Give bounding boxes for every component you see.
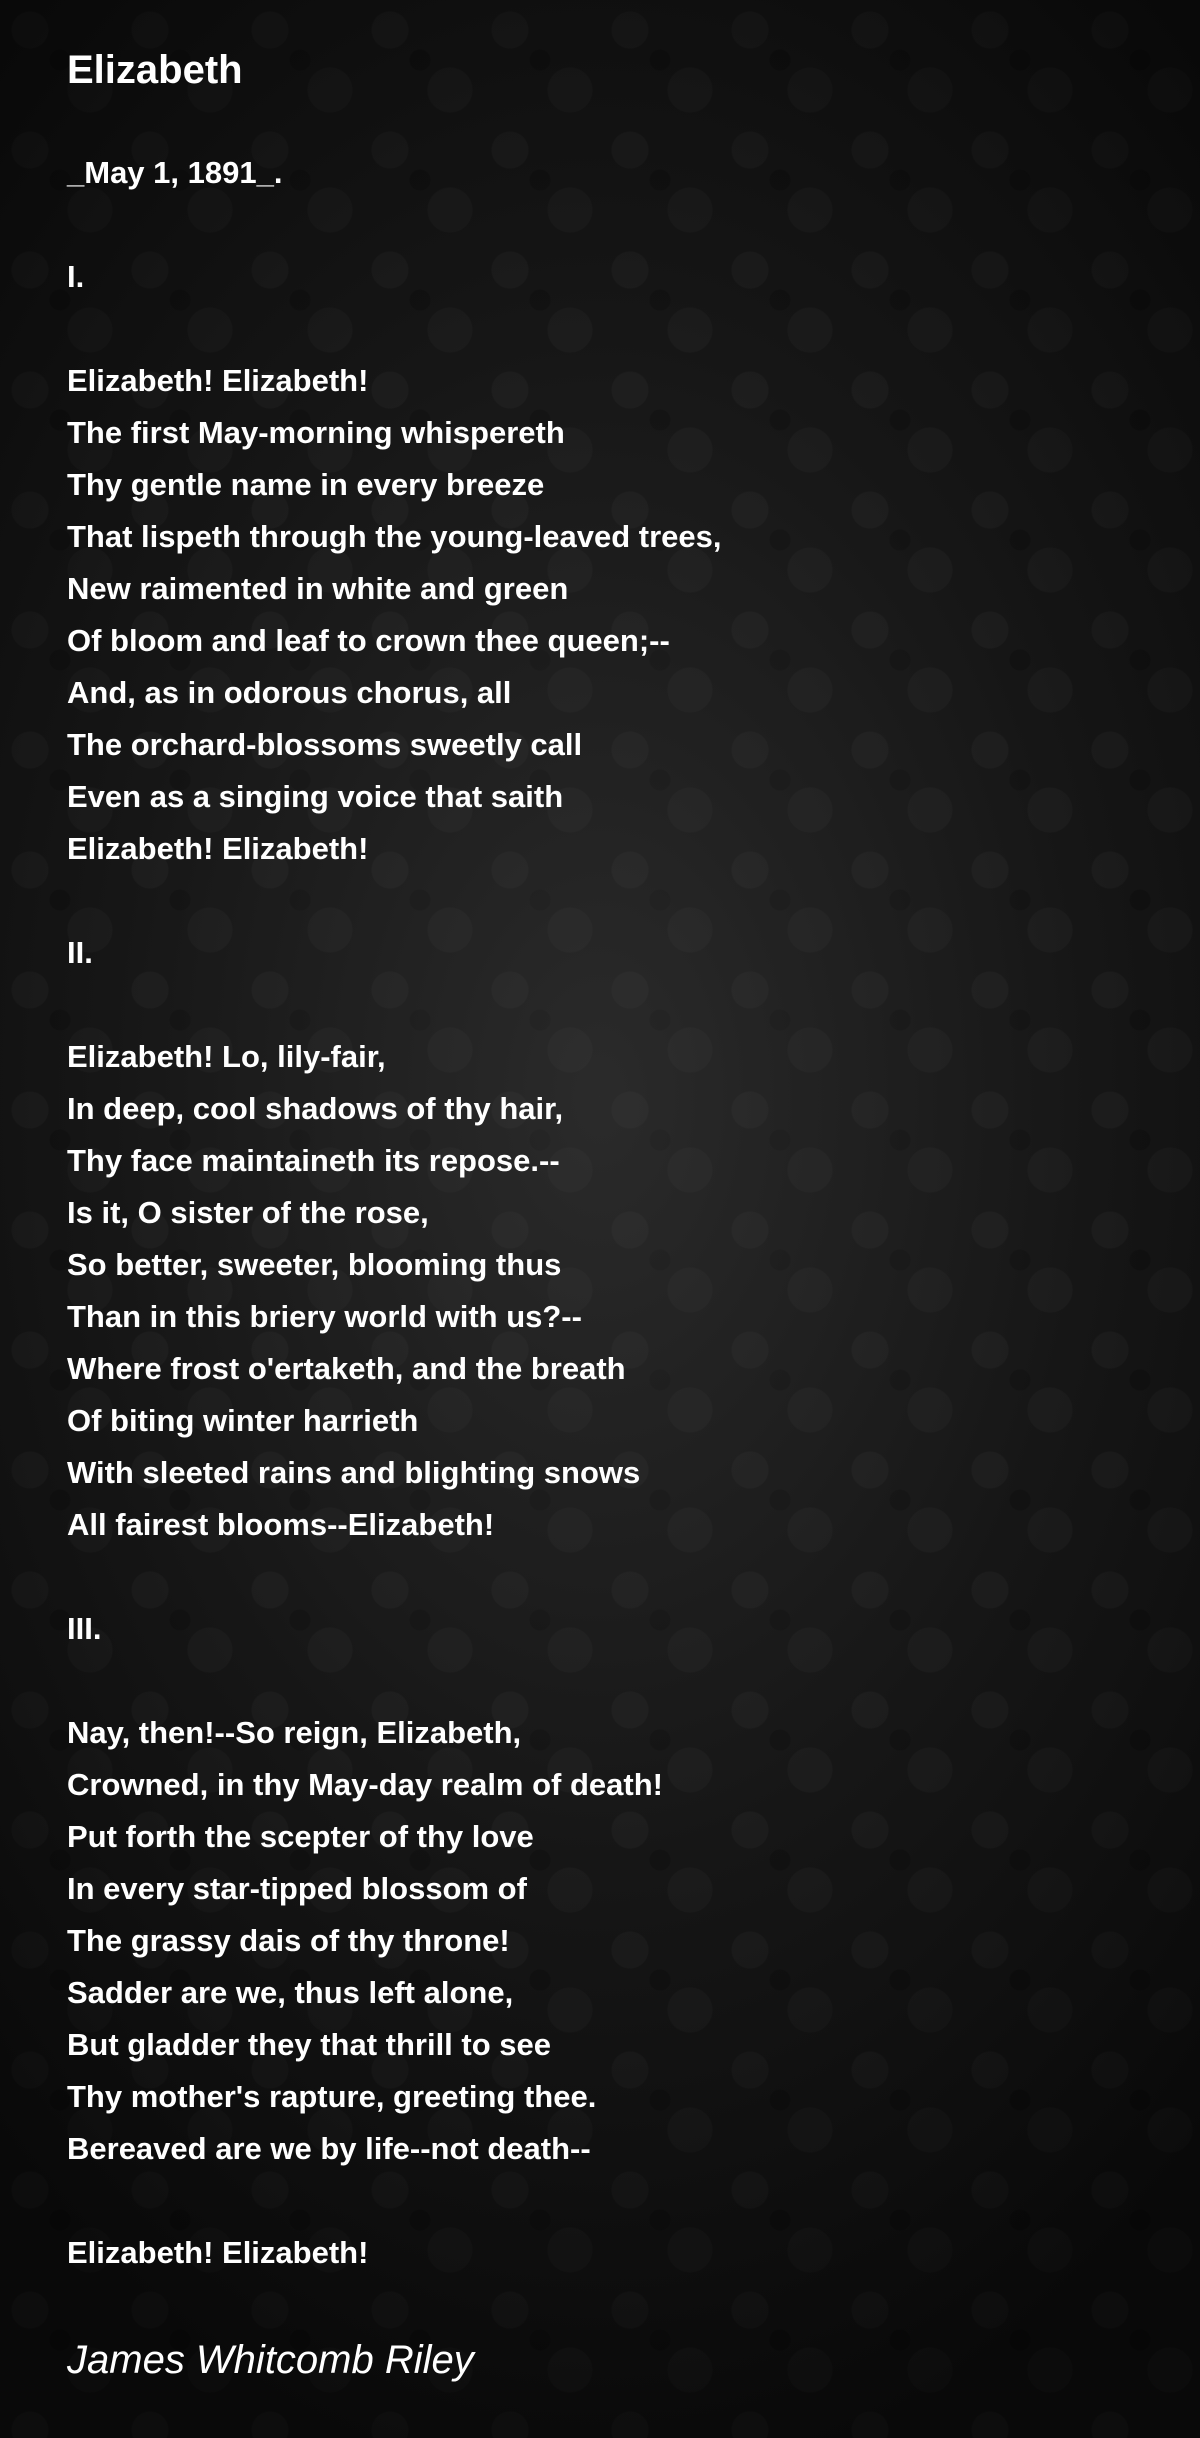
poem-line: Put forth the scepter of thy love	[67, 1819, 534, 1854]
poem-line: I.	[67, 259, 85, 294]
poem-line: With sleeted rains and blighting snows	[67, 1455, 641, 1490]
stanza-gap	[67, 1551, 1147, 1603]
poem-line: The orchard-blossoms sweetly call	[67, 727, 583, 762]
poem-line: Elizabeth! Elizabeth!	[67, 363, 369, 398]
poem-line: The grassy dais of thy throne!	[67, 1923, 510, 1958]
poem-body	[67, 147, 1147, 2279]
poem-line: But gladder they that thrill to see	[67, 2027, 551, 2062]
poem-line: Than in this briery world with us?--	[67, 1299, 582, 1334]
poem-line: Sadder are we, thus left alone,	[67, 1975, 514, 2010]
poem-line: Of biting winter harrieth	[67, 1403, 419, 1438]
stanza-gap	[67, 2175, 1147, 2227]
poem-line: The first May-morning whispereth	[67, 415, 565, 450]
poem-line: Thy face maintaineth its repose.--	[67, 1143, 560, 1178]
poem-line: II.	[67, 935, 93, 970]
stanza-gap	[67, 979, 1147, 1031]
poem-title: Elizabeth	[67, 48, 243, 92]
poem-line: Is it, O sister of the rose,	[67, 1195, 429, 1230]
poem-line: Bereaved are we by life--not death--	[67, 2131, 591, 2166]
stanza-gap	[67, 199, 1147, 251]
poem-line: Thy gentle name in every breeze	[67, 467, 545, 502]
poem-line: So better, sweeter, blooming thus	[67, 1247, 562, 1282]
poem-line: That lispeth through the young-leaved trees,	[67, 519, 722, 554]
poem-line: Elizabeth! Elizabeth!	[67, 2235, 369, 2270]
stanza-gap	[67, 875, 1147, 927]
poem-line: In every star-tipped blossom of	[67, 1871, 527, 1906]
poem-line: New raimented in white and green	[67, 571, 569, 606]
poem-author: James Whitcomb Riley	[67, 2338, 474, 2382]
poem-line: Even as a singing voice that saith	[67, 779, 564, 814]
poem-line: Elizabeth! Elizabeth!	[67, 831, 369, 866]
poem-line: Of bloom and leaf to crown thee queen;--	[67, 623, 670, 658]
poem-line: All fairest blooms--Elizabeth!	[67, 1507, 495, 1542]
poem-line: Crowned, in thy May-day realm of death!	[67, 1767, 663, 1802]
stanza-gap	[67, 1655, 1147, 1707]
stanza-gap	[67, 303, 1147, 355]
poem-line: III.	[67, 1611, 102, 1646]
poem-line: And, as in odorous chorus, all	[67, 675, 512, 710]
poem-line: In deep, cool shadows of thy hair,	[67, 1091, 564, 1126]
poem-line: Elizabeth! Lo, lily-fair,	[67, 1039, 386, 1074]
poem-line: Nay, then!--So reign, Elizabeth,	[67, 1715, 522, 1750]
poem-line: Thy mother's rapture, greeting thee.	[67, 2079, 597, 2114]
poem-line: _May 1, 1891_.	[67, 155, 283, 190]
poem-line: Where frost o'ertaketh, and the breath	[67, 1351, 626, 1386]
